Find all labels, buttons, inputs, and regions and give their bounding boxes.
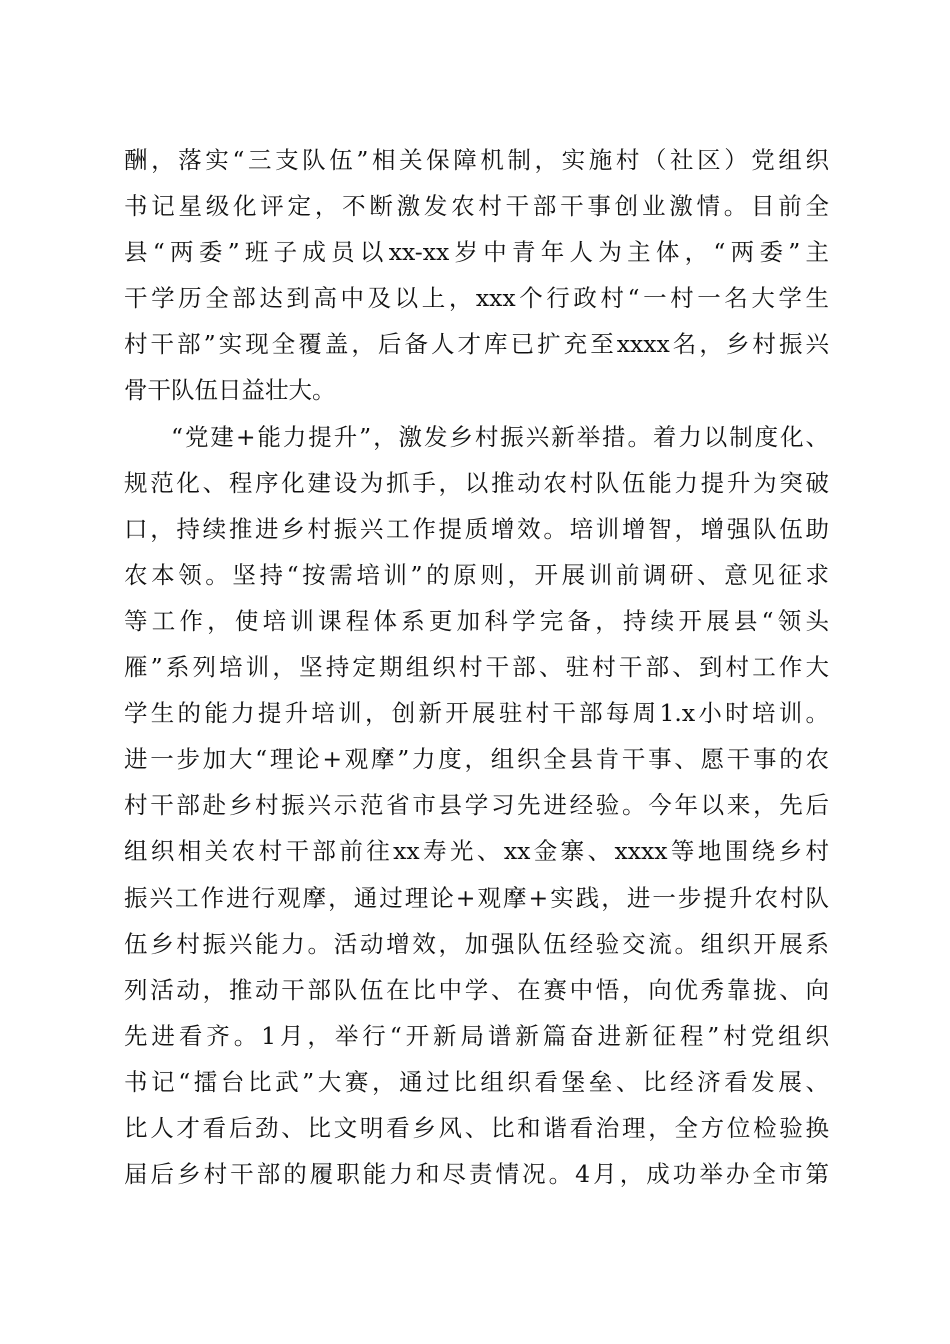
text-line: 农本领。坚持“按需培训”的原则，开展训前调研、意见征求	[124, 560, 829, 589]
text-line: 口，持续推进乡村振兴工作提质增效。培训增智，增强队伍助	[124, 514, 829, 543]
text-line: 书记“擂台比武”大赛，通过比组织看堡垒、比经济看发展、	[124, 1067, 829, 1096]
text-line: 村干部赴乡村振兴示范省市县学习先进经验。今年以来，先后	[124, 791, 829, 820]
text-line: 书记星级化评定，不断激发农村干部干事创业激情。目前全	[124, 192, 829, 221]
text-line: “党建+能力提升”，激发乡村振兴新举措。着力以制度化、	[171, 422, 829, 451]
text-line: 列活动，推动干部队伍在比中学、在赛中悟，向优秀靠拢、向	[124, 975, 829, 1004]
text-line: 村干部”实现全覆盖，后备人才库已扩充至xxxx名，乡村振兴	[124, 330, 829, 359]
text-line: 届后乡村干部的履职能力和尽责情况。4月，成功举办全市第	[124, 1160, 829, 1189]
text-line: 雁”系列培训，坚持定期组织村干部、驻村干部、到村工作大	[124, 653, 829, 682]
text-line: 振兴工作进行观摩，通过理论+观摩+实践，进一步提升农村队	[124, 883, 829, 912]
text-line: 伍乡村振兴能力。活动增效，加强队伍经验交流。组织开展系	[124, 929, 829, 958]
text-line: 比人才看后劲、比文明看乡风、比和谐看治理，全方位检验换	[124, 1113, 829, 1142]
text-line: 先进看齐。1月，举行“开新局谱新篇奋进新征程”村党组织	[124, 1021, 829, 1050]
text-line: 干学历全部达到高中及以上，xxx个行政村“一村一名大学生	[124, 284, 829, 313]
text-line: 酬，落实“三支队伍”相关保障机制，实施村（社区）党组织	[124, 146, 829, 174]
body-text	[124, 137, 829, 1197]
text-line: 组织相关农村干部前往xx寿光、xx金寨、xxxx等地围绕乡村	[124, 837, 829, 866]
text-line: 进一步加大“理论+观摩”力度，组织全县肯干事、愿干事的农	[124, 745, 829, 774]
text-line: 县“两委”班子成员以xx-xx岁中青年人为主体，“两委”主	[124, 238, 829, 267]
text-line: 等工作，使培训课程体系更加科学完备，持续开展县“领头	[124, 606, 829, 635]
text-line: 学生的能力提升培训，创新开展驻村干部每周1.x小时培训。	[124, 699, 829, 728]
text-line: 规范化、程序化建设为抓手，以推动农村队伍能力提升为突破	[124, 468, 829, 497]
text-line: 骨干队伍日益壮大。	[124, 376, 336, 405]
